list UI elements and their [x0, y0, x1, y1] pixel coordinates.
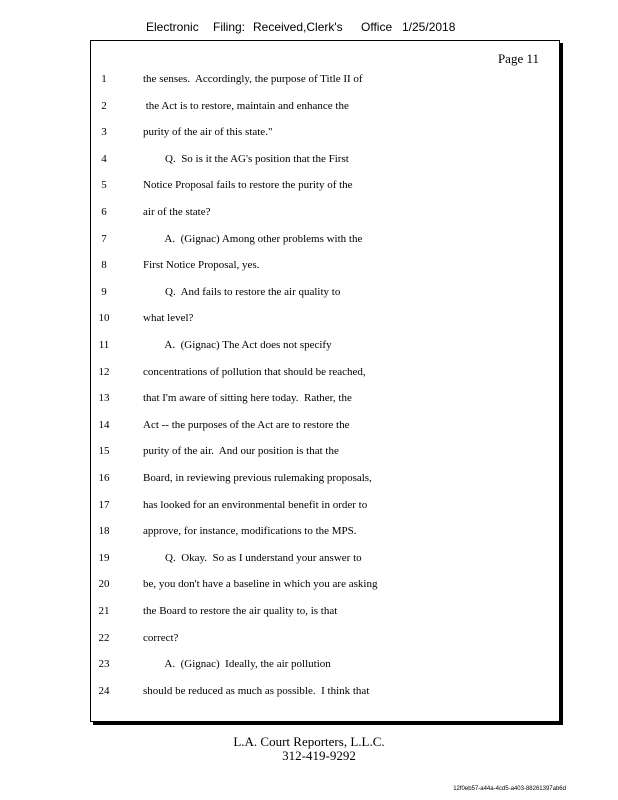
- line-number: 8: [101, 259, 107, 272]
- line-number: 17: [98, 498, 110, 511]
- line-text: the Act is to restore, maintain and enhance the: [143, 99, 349, 112]
- line-text: purity of the air. And our position is that the: [143, 445, 339, 458]
- transcript-line: [91, 73, 551, 89]
- line-text: the Board to restore the air quality to, is that: [143, 605, 338, 617]
- line-number: 1: [101, 73, 107, 85]
- line-number: 13: [98, 392, 110, 405]
- line-text: A. (Gignac) Ideally, the air pollution: [143, 658, 331, 671]
- line-text: Q. Okay. So as I understand your answer to: [143, 551, 362, 564]
- transcript-line: [91, 525, 551, 541]
- footer-company: L.A. Court Reporters, L.L.C.: [233, 734, 385, 749]
- transcript-line: [91, 126, 551, 142]
- line-number: 23: [98, 658, 110, 671]
- line-text: what level?: [143, 312, 194, 325]
- transcript-page: [90, 40, 560, 722]
- line-number: 4: [101, 152, 107, 165]
- transcript-line: [91, 472, 551, 488]
- line-number: 22: [98, 631, 110, 644]
- filing-header: [0, 20, 618, 38]
- line-text: has looked for an environmental benefit in order to: [143, 498, 368, 511]
- line-text: that I'm aware of sitting here today. Rather, the: [143, 392, 352, 405]
- transcript-line: [91, 100, 551, 116]
- filing-label: Filing:: [213, 20, 246, 34]
- line-number: 20: [98, 578, 110, 591]
- line-number: 16: [98, 472, 110, 484]
- transcript-line: [91, 259, 551, 275]
- page-number: Page 11: [497, 51, 539, 66]
- line-text: Act -- the purposes of the Act are to restore the: [143, 418, 350, 431]
- transcript-line: [91, 312, 551, 328]
- line-number: 10: [98, 312, 110, 325]
- transcript-line: [91, 552, 551, 568]
- line-number: 19: [98, 551, 110, 564]
- transcript-line: [91, 605, 551, 621]
- line-number: 2: [101, 99, 107, 112]
- line-text: A. (Gignac) Among other problems with the: [143, 232, 363, 245]
- line-text: Notice Proposal fails to restore the purity of the: [143, 179, 353, 192]
- line-number: 7: [101, 232, 107, 245]
- line-number: 24: [98, 684, 110, 697]
- transcript-line: [91, 153, 551, 169]
- transcript-line: [91, 499, 551, 515]
- line-text: approve, for instance, modifications to the MPS.: [143, 525, 357, 538]
- line-number: 11: [98, 339, 110, 351]
- transcript-line: [91, 419, 551, 435]
- transcript-line: [91, 179, 551, 195]
- line-number: 18: [98, 525, 110, 538]
- filing-date: 1/25/2018: [402, 20, 456, 34]
- line-text: Q. And fails to restore the air quality to: [143, 285, 341, 298]
- line-number: 5: [101, 179, 107, 192]
- transcript-line: [91, 578, 551, 594]
- line-text: A. (Gignac) The Act does not specify: [143, 339, 332, 351]
- line-number: 6: [101, 206, 107, 218]
- transcript-line: [91, 685, 551, 701]
- line-number: 21: [98, 605, 110, 617]
- transcript-line: [91, 632, 551, 648]
- transcript-line: [91, 233, 551, 249]
- line-text: concentrations of pollution that should be reached,: [143, 365, 366, 378]
- transcript-line: [91, 658, 551, 674]
- line-text: air of the state?: [143, 206, 211, 218]
- transcript-line: [91, 392, 551, 408]
- line-number: 15: [98, 445, 110, 458]
- line-text: Q. So is it the AG's position that the First: [143, 152, 349, 165]
- line-text: First Notice Proposal, yes.: [143, 259, 260, 272]
- transcript-line: [91, 286, 551, 302]
- line-text: purity of the air of this state.": [143, 126, 273, 139]
- transcript-line: [91, 366, 551, 382]
- filing-received: Received,Clerk's: [253, 20, 343, 34]
- line-number: 14: [98, 418, 110, 431]
- footer-phone: 312-419-9292: [282, 748, 356, 763]
- line-number: 9: [101, 285, 107, 298]
- line-text: be, you don't have a baseline in which you are asking: [143, 578, 378, 591]
- line-text: correct?: [143, 631, 179, 644]
- line-text: the senses. Accordingly, the purpose of Title II of: [143, 73, 363, 85]
- line-text: Board, in reviewing previous rulemaking proposals,: [143, 472, 372, 484]
- transcript-line: [91, 445, 551, 461]
- transcript-line: [91, 339, 551, 355]
- document-hash: 12f0eb57-a44a-4cd5-a403-88261397ab6d: [453, 786, 566, 792]
- transcript-line: [91, 206, 551, 222]
- filing-electronic: Electronic: [146, 20, 199, 34]
- line-text: should be reduced as much as possible. I think that: [143, 684, 370, 697]
- filing-office: Office: [361, 20, 393, 34]
- line-number: 12: [98, 365, 110, 378]
- line-number: 3: [101, 126, 107, 139]
